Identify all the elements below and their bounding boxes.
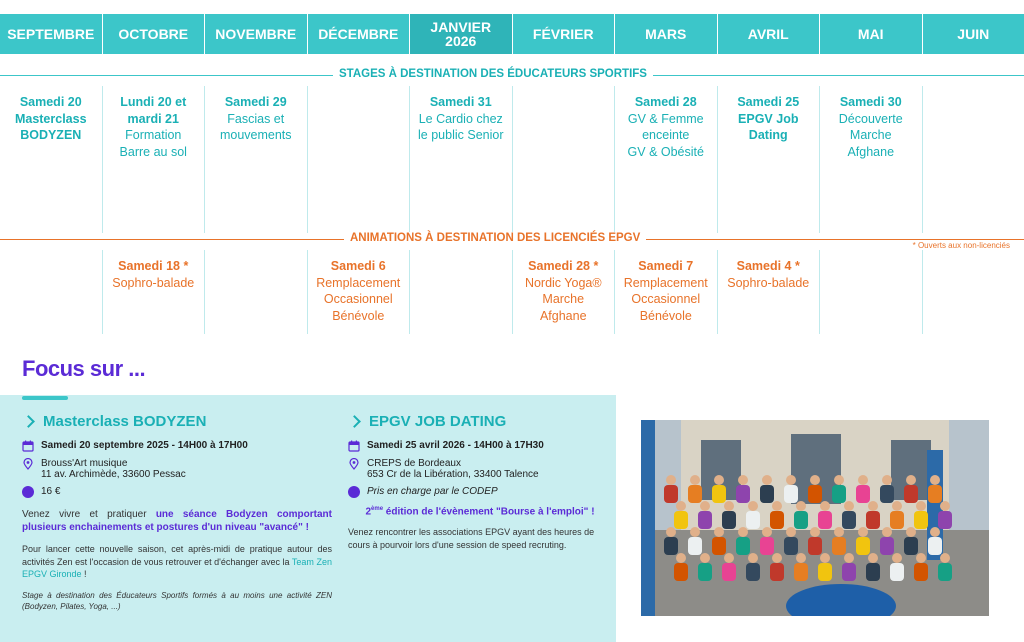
masterclass-price: 16 €	[41, 486, 61, 497]
person-figure	[698, 553, 712, 581]
person-figure	[880, 475, 894, 503]
month-7: AVRIL	[718, 14, 821, 54]
animations-event-line: Occasionnel	[323, 292, 393, 306]
person-figure	[914, 553, 928, 581]
jobdating-price: Pris en charge par le CODEP	[367, 486, 498, 497]
stages-event-line: mouvements	[219, 128, 292, 142]
stages-cell-6	[615, 86, 718, 233]
stages-grid	[0, 86, 1024, 233]
person-figure	[674, 501, 688, 529]
masterclass-place-address: 11 av. Archimède, 33600 Pessac	[41, 469, 186, 480]
jobdating-place-address: 653 Cr de la Libération, 33400 Talence	[367, 469, 539, 480]
jobdating-place-row	[348, 458, 612, 480]
person-figure	[722, 501, 736, 529]
stages-cell-4	[410, 86, 513, 233]
person-figure	[784, 527, 798, 555]
person-figure	[794, 553, 808, 581]
person-figure	[784, 475, 798, 503]
jobdating-price-row	[348, 486, 612, 498]
chevron-right-icon	[348, 415, 361, 428]
person-figure	[746, 501, 760, 529]
masterclass-place	[41, 458, 186, 480]
stages-event-line: EPGV Job	[738, 111, 799, 126]
chevron-right-icon	[22, 415, 35, 428]
masterclass-description-end: !	[81, 569, 87, 579]
group-photo	[641, 420, 989, 616]
masterclass-title-text: Masterclass BODYZEN	[43, 413, 207, 430]
stages-cell-9	[923, 86, 1024, 233]
animations-date: Samedi 6	[330, 259, 386, 273]
person-figure	[698, 501, 712, 529]
month-9: JUIN	[957, 26, 990, 42]
animations-event-line: Remplacement	[316, 275, 401, 290]
animations-cell-0	[0, 250, 103, 334]
animations-grid	[0, 250, 1024, 334]
masterclass-intro-plain: Venez vivre et pratiquer	[22, 509, 156, 520]
person-figure	[794, 501, 808, 529]
jobdating-date: Samedi 25 avril 2026 - 14H00 à 17H30	[367, 440, 544, 451]
stages-cell-8	[820, 86, 923, 233]
person-figure	[736, 527, 750, 555]
masterclass-date: Samedi 20 septembre 2025 - 14H00 à 17H00	[41, 440, 248, 451]
person-figure	[688, 527, 702, 555]
person-figure	[818, 553, 832, 581]
person-figure	[938, 553, 952, 581]
animations-date: Samedi 4 *	[736, 259, 800, 273]
person-figure	[866, 501, 880, 529]
masterclass-description-text: Pour lancer cette nouvelle saison, cet après-midi de pratique autour des activités Zen est l'occasion de vous retrouver et d'échanger avec la	[22, 544, 332, 567]
month-5: FÉVRIER	[513, 14, 616, 54]
month-8: MAI	[820, 14, 923, 54]
euro-icon: €	[22, 486, 34, 498]
location-pin-icon	[22, 458, 34, 470]
person-figure	[914, 501, 928, 529]
person-figure	[770, 553, 784, 581]
masterclass-date-row	[22, 440, 332, 452]
stages-event-line: Le Cardio chez	[418, 111, 503, 126]
person-figure	[664, 475, 678, 503]
person-figure	[722, 553, 736, 581]
stages-event-line: Fascias et	[227, 111, 285, 126]
jobdating-column	[348, 413, 612, 551]
month-6: MARS	[615, 14, 718, 54]
person-figure	[760, 475, 774, 503]
stages-date: Samedi 30	[839, 95, 902, 109]
edition-text: édition de l'évènement "Bourse à l'emploi" !	[383, 506, 595, 518]
month-4: JANVIER 2026	[410, 14, 513, 54]
stages-date: Samedi 31	[429, 95, 492, 109]
person-figure	[856, 527, 870, 555]
person-figure	[856, 475, 870, 503]
focus-panel	[0, 395, 616, 642]
animations-date: Samedi 7	[638, 259, 694, 273]
jobdating-date-row	[348, 440, 612, 452]
person-figure	[904, 475, 918, 503]
stages-date: Samedi 25	[737, 95, 800, 109]
person-figure	[674, 553, 688, 581]
stages-event-line: Afghane	[847, 144, 895, 159]
stages-section-title: STAGES À DESTINATION DES ÉDUCATEURS SPORTIFS	[333, 68, 653, 80]
stages-event-line: Masterclass	[14, 111, 87, 126]
animations-event-line: Bénévole	[332, 308, 385, 323]
animations-cell-9	[923, 250, 1024, 334]
person-figure	[770, 501, 784, 529]
jobdating-title	[348, 413, 612, 430]
animations-cell-4	[410, 250, 513, 334]
person-figure	[928, 475, 942, 503]
animations-cell-3	[308, 250, 411, 334]
person-figure	[928, 527, 942, 555]
month-1: OCTOBRE	[103, 14, 206, 54]
person-figure	[842, 501, 856, 529]
month-3: DÉCEMBRE	[308, 14, 411, 54]
stages-date: Lundi 20 et mardi 21	[120, 95, 187, 126]
person-figure	[866, 553, 880, 581]
animations-date: Samedi 18 *	[118, 259, 189, 273]
masterclass-intro-highlight: une séance Bodyzen comportant plusieurs enchainements et postures d'un niveau "avancé" !	[22, 509, 332, 533]
stages-event-line: Découverte	[838, 111, 903, 126]
team-zen-link[interactable]: Team Zen EPGV Gironde	[22, 556, 332, 579]
group-photo-illustration	[641, 420, 989, 616]
month-2: NOVEMBRE	[205, 14, 308, 54]
animations-cell-5	[513, 250, 616, 334]
person-figure	[712, 527, 726, 555]
jobdating-edition	[348, 506, 612, 517]
animations-cell-2	[205, 250, 308, 334]
animations-cell-8	[820, 250, 923, 334]
person-figure	[842, 553, 856, 581]
person-figure	[808, 527, 822, 555]
animations-event-line: Remplacement	[623, 275, 708, 290]
animations-date: Samedi 28 *	[528, 259, 599, 273]
animations-event-line: Bénévole	[639, 308, 692, 323]
masterclass-footnote: Stage à destination des Éducateurs Sportifs formés à au moins une activité ZEN (Bodyzen, Pilates, Yoga, ...)	[22, 590, 332, 611]
jobdating-title-text: EPGV JOB DATING	[369, 413, 507, 430]
animations-cell-1	[103, 250, 206, 334]
person-figure	[832, 527, 846, 555]
masterclass-place-row	[22, 458, 332, 480]
animations-event-line: Occasionnel	[631, 292, 701, 306]
animations-cell-7	[718, 250, 821, 334]
person-figure	[890, 501, 904, 529]
stages-cell-0	[0, 86, 103, 233]
stages-cell-3	[308, 86, 411, 233]
person-figure	[818, 501, 832, 529]
person-figure	[880, 527, 894, 555]
masterclass-description	[22, 543, 332, 581]
person-figure	[808, 475, 822, 503]
non-member-note: * Ouverts aux non-licenciés	[912, 241, 1010, 250]
animations-event-line: Marche	[542, 292, 585, 306]
animations-event-line: Sophro-balade	[727, 275, 810, 290]
masterclass-column	[22, 413, 332, 612]
month-0: SEPTEMBRE	[0, 14, 103, 54]
stages-date: Samedi 29	[224, 95, 287, 109]
person-figure	[832, 475, 846, 503]
stages-cell-7	[718, 86, 821, 233]
location-pin-icon	[348, 458, 360, 470]
masterclass-price-row	[22, 486, 332, 498]
animations-event-line: Sophro-balade	[112, 275, 195, 290]
stages-date: Samedi 28	[634, 95, 697, 109]
stages-event-line: Dating	[748, 128, 788, 142]
jobdating-place	[367, 458, 539, 480]
person-figure	[712, 475, 726, 503]
animations-event-line: Nordic Yoga®	[524, 275, 602, 290]
masterclass-title	[22, 413, 332, 430]
person-figure	[938, 501, 952, 529]
masterclass-place-name: Brouss'Art musique	[41, 458, 128, 469]
person-figure	[760, 527, 774, 555]
person-figure	[746, 553, 760, 581]
stages-date: Samedi 20	[19, 95, 82, 109]
person-figure	[736, 475, 750, 503]
jobdating-place-name: CREPS de Bordeaux	[367, 458, 461, 469]
person-figure	[664, 527, 678, 555]
masterclass-intro	[22, 508, 332, 534]
calendar-icon	[348, 440, 360, 452]
calendar-icon	[22, 440, 34, 452]
stages-event-line: Formation	[125, 128, 182, 142]
focus-title: Focus sur ...	[22, 356, 146, 381]
euro-icon: €	[348, 486, 360, 498]
stages-event-line: BODYZEN	[20, 128, 82, 142]
stages-event-line: Barre au sol	[119, 144, 187, 159]
stages-event-line: GV & Femme	[627, 111, 704, 126]
stages-event-line: Marche	[849, 128, 892, 142]
animations-cell-6	[615, 250, 718, 334]
stages-event-line: enceinte	[642, 128, 690, 142]
month-header	[0, 14, 1024, 54]
stages-cell-1	[103, 86, 206, 233]
stages-event-line: le public Senior	[418, 128, 504, 142]
person-figure	[904, 527, 918, 555]
edition-suffix: ème	[371, 506, 384, 512]
stages-cell-2	[205, 86, 308, 233]
stages-cell-5	[513, 86, 616, 233]
focus-underline	[22, 396, 68, 400]
person-figure	[688, 475, 702, 503]
jobdating-description: Venez rencontrer les associations EPGV ayant des heures de cours à pourvoir lors d'une session de speed recruting.	[348, 527, 595, 550]
stages-event-line: GV & Obésité	[627, 144, 704, 159]
edition-number: 2	[365, 506, 372, 518]
animations-event-line: Afghane	[539, 308, 587, 323]
person-figure	[890, 553, 904, 581]
animations-section-title: ANIMATIONS À DESTINATION DES LICENCIÉS EPGV	[344, 232, 646, 244]
